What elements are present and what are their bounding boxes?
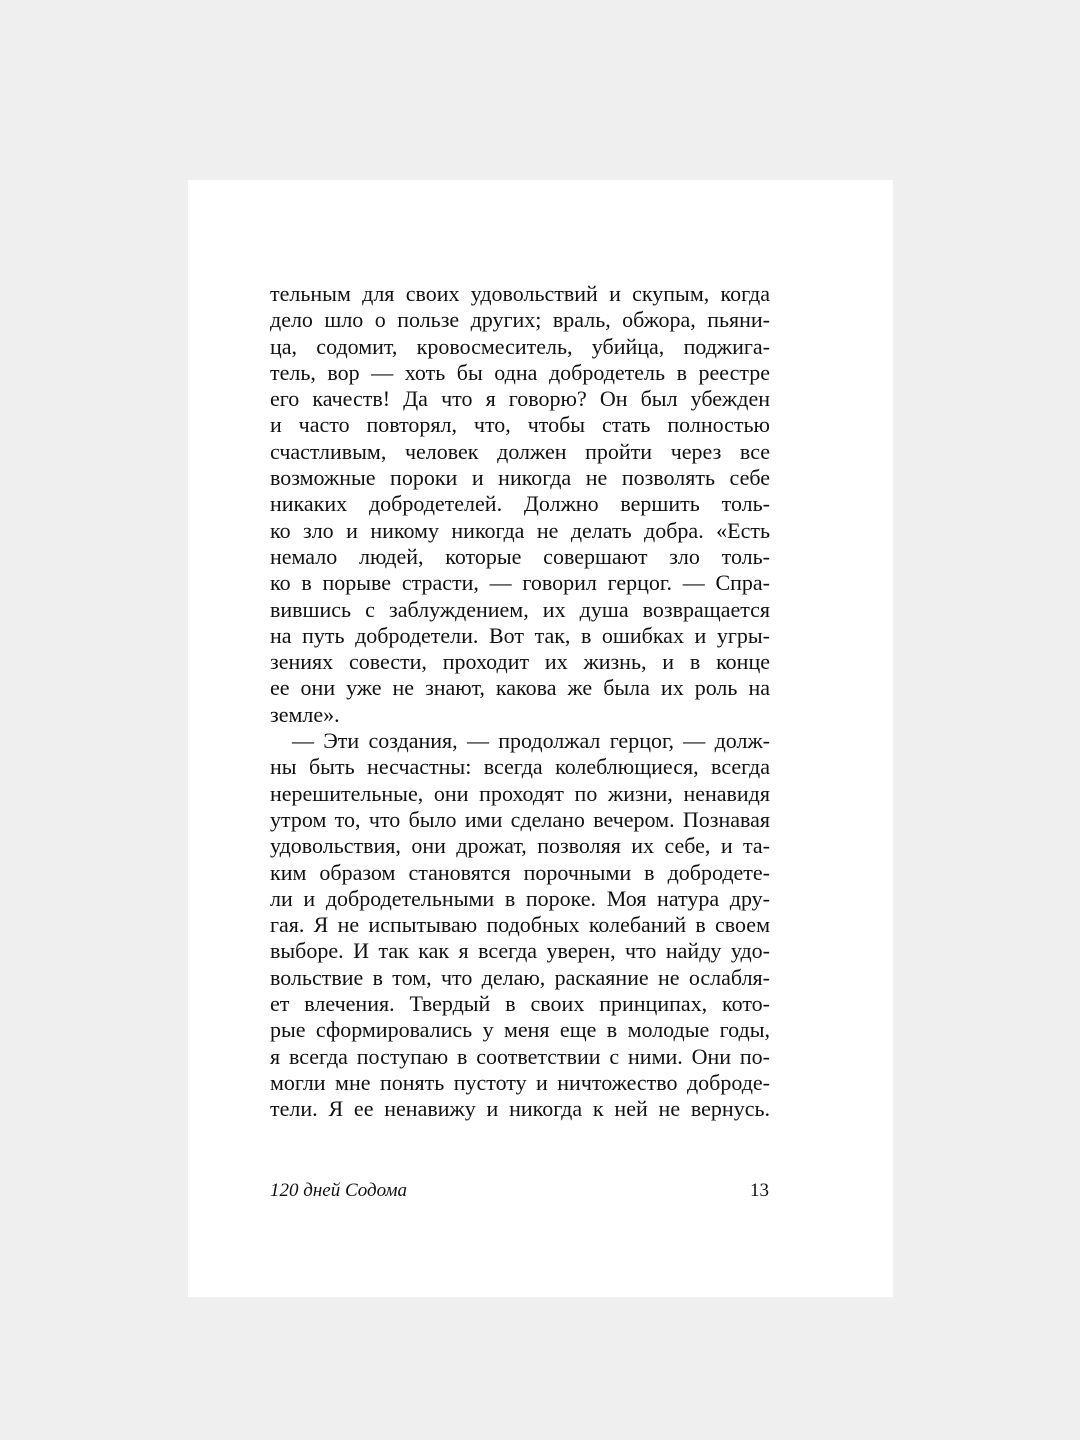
text-line: немало людей, которые совершают зло толь- <box>270 543 770 569</box>
text-line: ли и добродетельными в пороке. Моя натура дру- <box>270 885 770 911</box>
text-line: рые сформировались у меня еще в молодые годы, <box>270 1017 770 1043</box>
text-line: ко в порыве страсти, — говорил герцог. — Спра- <box>270 570 770 596</box>
text-line: ее они уже не знают, какова же была их роль на <box>270 675 770 701</box>
text-line: — Эти создания, — продолжал герцог, — долж- <box>292 728 770 754</box>
text-line: я всегда поступаю в соответствии с ними. Они по- <box>270 1043 770 1069</box>
text-line: земле». <box>270 701 340 727</box>
text-line: счастливым, человек должен пройти через все <box>270 438 770 464</box>
text-line: ким образом становятся порочными в добродете- <box>270 859 770 885</box>
text-line: ко зло и никому никогда не делать добра. «Есть <box>270 517 770 543</box>
text-line: удовольствия, они дрожат, позволяя их себе, и та- <box>270 833 770 859</box>
text-line: возможные пороки и никогда не позволять себе <box>270 465 770 491</box>
book-page <box>188 180 893 1297</box>
text-line: никаких добродетелей. Должно вершить толь- <box>270 491 770 517</box>
text-line: на путь добродетели. Вот так, в ошибках и угры- <box>270 622 770 648</box>
text-line: дело шло о пользе других; враль, обжора, пьяни- <box>270 307 770 333</box>
text-line: ца, содомит, кровосмеситель, убийца, поджига- <box>270 333 770 359</box>
text-line: вольствие в том, что делаю, раскаяние не ослабля- <box>270 964 770 990</box>
text-line: ет влечения. Твердый в своих принципах, кото- <box>270 991 770 1017</box>
text-line: выборе. И так как я всегда уверен, что найду удо- <box>270 938 770 964</box>
running-footer-title: 120 дней Содома <box>270 1180 408 1201</box>
text-line: его качеств! Да что я говорю? Он был убежден <box>270 386 770 412</box>
body-text <box>270 281 770 1123</box>
text-line: зениях совести, проходит их жизнь, и в конце <box>270 649 770 675</box>
page-number: 13 <box>750 1180 769 1201</box>
text-line: могли мне понять пустоту и ничтожество доброде- <box>270 1069 770 1095</box>
text-line: вившись с заблуждением, их душа возвращается <box>270 596 770 622</box>
text-line: утром то, что было ими сделано вечером. Познавая <box>270 806 770 832</box>
text-line: тели. Я ее ненавижу и никогда к ней не вернусь. <box>270 1096 770 1122</box>
text-line: тельным для своих удовольствий и скупым, когда <box>270 281 770 306</box>
text-line: и часто повторял, что, чтобы стать полностью <box>270 412 770 438</box>
text-line: нерешительные, они проходят по жизни, ненавидя <box>270 780 770 806</box>
text-line: ны быть несчастны: всегда колеблющиеся, всегда <box>270 754 770 780</box>
text-line: тель, вор — хоть бы одна добродетель в реестре <box>270 359 770 385</box>
text-line: гая. Я не испытываю подобных колебаний в своем <box>270 912 770 938</box>
